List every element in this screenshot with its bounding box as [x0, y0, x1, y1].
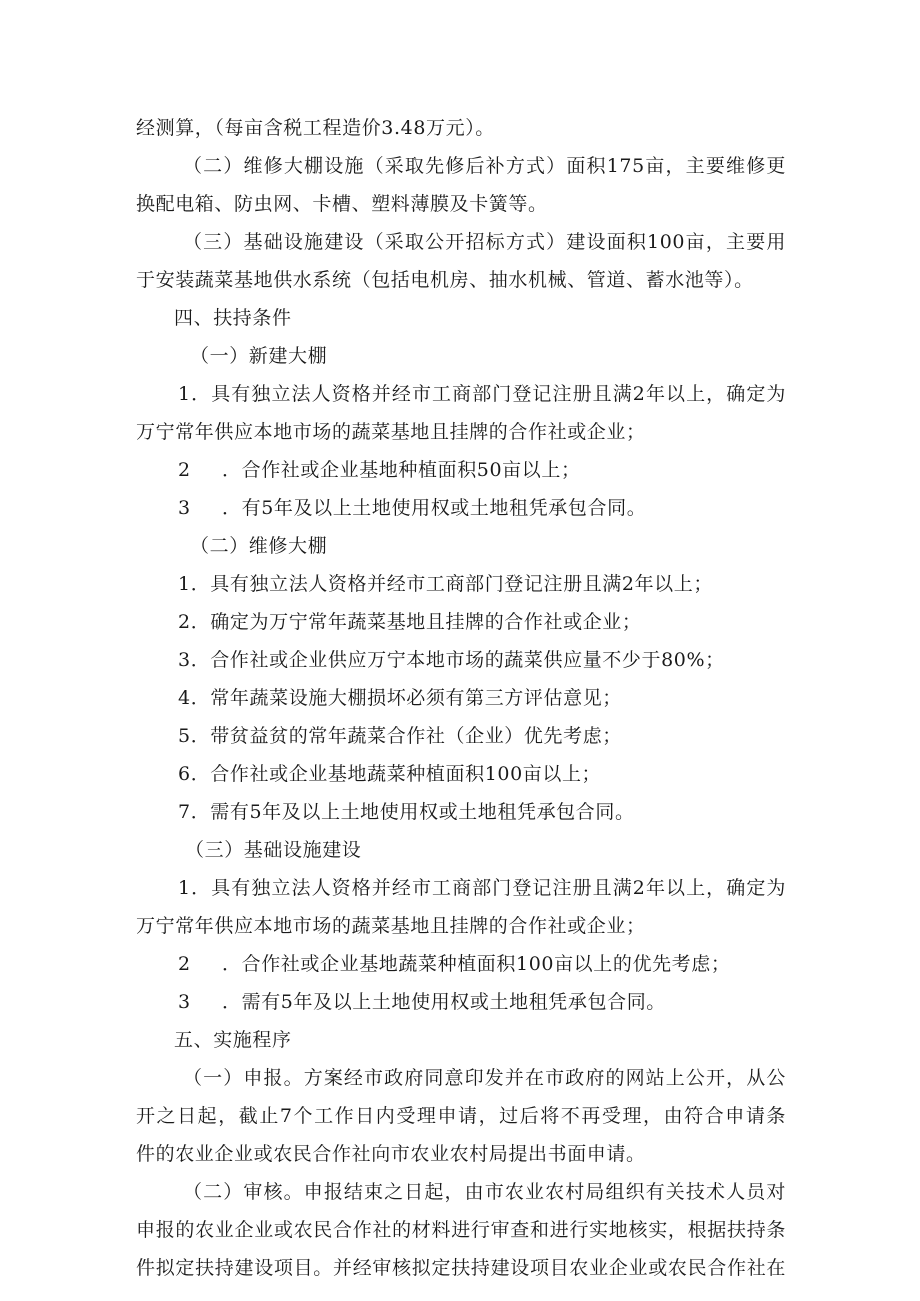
paragraph-line: 开之日起，截止7个工作日内受理申请，过后将不再受理，由符合申请条: [136, 1105, 786, 1127]
paragraph-line: 件的农业企业或农民合作社向市农业农村局提出书面申请。: [136, 1143, 646, 1165]
list-item-text: ．合作社或企业基地种植面积50亩以上；: [222, 459, 581, 481]
list-item-number: 2: [178, 459, 191, 481]
list-item-number: 3: [178, 497, 191, 519]
subsection-heading: （三）基础设施建设: [185, 839, 362, 861]
list-item-line: 万宁常年供应本地市场的蔬菜基地且挂牌的合作社或企业；: [136, 421, 646, 443]
list-item-line: 4．常年蔬菜设施大棚损坏必须有第三方评估意见；: [178, 687, 622, 709]
list-item-line: 3．合作社或企业供应万宁本地市场的蔬菜供应量不少于80%；: [178, 649, 725, 671]
list-item-line: 7．需有5年及以上土地使用权或土地租凭承包合同。: [178, 801, 635, 823]
list-item-line: 2．确定为万宁常年蔬菜基地且挂牌的合作社或企业；: [178, 611, 642, 633]
list-item-text: ．有5年及以上土地使用权或土地租凭承包合同。: [222, 497, 647, 519]
paragraph-line: 申报的农业企业或农民合作社的材料进行审查和进行实地核实，根据扶持条: [136, 1219, 786, 1241]
section-heading: 五、实施程序: [174, 1029, 292, 1051]
paragraph-line: （三）基础设施建设（采取公开招标方式）建设面积100亩，主要用: [183, 231, 786, 253]
list-item-line: 1．具有独立法人资格并经市工商部门登记注册且满2年以上，确定为: [178, 383, 786, 405]
paragraph-line: （二）维修大棚设施（采取先修后补方式）面积175亩，主要维修更: [183, 155, 786, 177]
list-item-line: 1．具有独立法人资格并经市工商部门登记注册且满2年以上；: [178, 573, 713, 595]
list-item-number: 3: [178, 991, 191, 1013]
list-item-line: 6．合作社或企业基地蔬菜种植面积100亩以上；: [178, 763, 602, 785]
paragraph-line: 件拟定扶持建设项目。并经审核拟定扶持建设项目农业企业或农民合作社在: [136, 1257, 786, 1279]
list-item-line: 万宁常年供应本地市场的蔬菜基地且挂牌的合作社或企业；: [136, 915, 646, 937]
paragraph-line: （一）申报。方案经市政府同意印发并在市政府的网站上公开，从公: [183, 1067, 786, 1089]
paragraph-line: 经测算，（每亩含税工程造价3.48万元）。: [136, 117, 495, 139]
list-item-text: ．需有5年及以上土地使用权或土地租凭承包合同。: [222, 991, 666, 1013]
paragraph-line: （二）审核。申报结束之日起，由市农业农村局组织有关技术人员对: [183, 1181, 786, 1203]
list-item-line: 5．带贫益贫的常年蔬菜合作社（企业）优先考虑；: [178, 725, 622, 747]
paragraph-line: 于安装蔬菜基地供水系统（包括电机房、抽水机械、管道、蓄水池等）。: [136, 269, 754, 291]
section-heading: 四、扶持条件: [174, 307, 292, 329]
subsection-heading: （一）新建大棚: [190, 345, 328, 367]
list-item-text: ．合作社或企业基地蔬菜种植面积100亩以上的优先考虑；: [222, 953, 731, 975]
subsection-heading: （二）维修大棚: [190, 535, 328, 557]
paragraph-line: 换配电箱、防虫网、卡槽、塑料薄膜及卡簧等。: [136, 193, 548, 215]
list-item-line: 1．具有独立法人资格并经市工商部门登记注册且满2年以上，确定为: [178, 877, 786, 899]
list-item-number: 2: [178, 953, 191, 975]
